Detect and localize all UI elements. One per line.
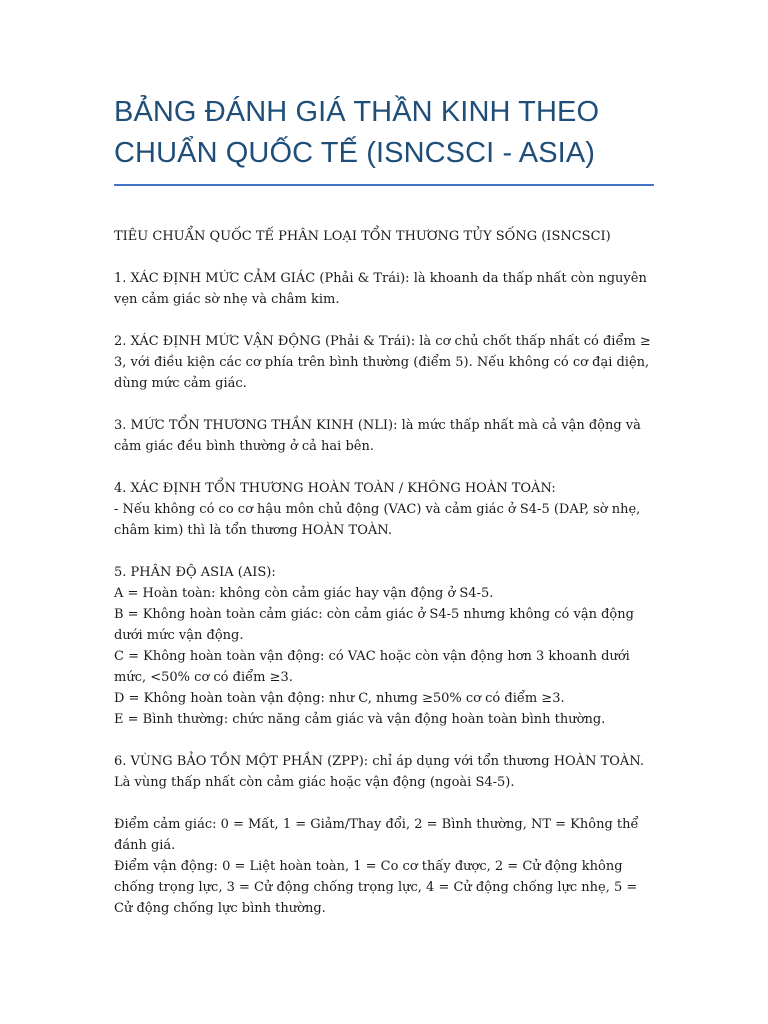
title-line-2: CHUẨN QUỐC TẾ (ISNCSCI - ASIA) [114,137,596,169]
ais-grade-b: B = Không hoàn toàn cảm giác: còn cảm giác ở S4-5 nhưng không có vận động dưới mức vận động. [114,607,634,643]
section-3-nli: 3. MỨC TỔN THƯƠNG THẦN KINH (NLI): là mức thấp nhất mà cả vận động và cảm giác đều bình thường ở cả hai bên. [114,418,641,454]
document-page [114,92,656,919]
title-divider [114,184,654,186]
section-4-text: - Nếu không có co cơ hậu môn chủ động (VAC) và cảm giác ở S4-5 (DAP, sờ nhẹ, châm kim) thì là tổn thương HOÀN TOÀN. [114,502,641,538]
sensory-score-legend: Điểm cảm giác: 0 = Mất, 1 = Giảm/Thay đổi, 2 = Bình thường, NT = Không thể đánh giá. [114,817,639,853]
section-5-heading: 5. PHÂN ĐỘ ASIA (AIS): [114,565,276,580]
section-2-motor-level: 2. XÁC ĐỊNH MỨC VẬN ĐỘNG (Phải & Trái): là cơ chủ chốt thấp nhất có điểm ≥ 3, với điều kiện các cơ phía trên bình thường (điểm 5). Nếu không có cơ đại diện, dùng mức cảm giác. [114,334,651,391]
ais-grade-e: E = Bình thường: chức năng cảm giác và vận động hoàn toàn bình thường. [114,712,606,727]
ais-grade-c: C = Không hoàn toàn vận động: có VAC hoặc còn vận động hơn 3 khoanh dưới mức, <50% cơ có điểm ≥3. [114,649,630,685]
document-subtitle: TIÊU CHUẨN QUỐC TẾ PHÂN LOẠI TỔN THƯƠNG TỦY SỐNG (ISNCSCI) [114,229,611,244]
ais-grade-a: A = Hoàn toàn: không còn cảm giác hay vận động ở S4-5. [114,586,494,601]
document-body [114,226,656,919]
section-1-sensory-level: 1. XÁC ĐỊNH MỨC CẢM GIÁC (Phải & Trái): là khoanh da thấp nhất còn nguyên vẹn cảm giác sờ nhẹ và châm kim. [114,271,647,307]
section-4-heading: 4. XÁC ĐỊNH TỔN THƯƠNG HOÀN TOÀN / KHÔNG HOÀN TOÀN: [114,481,556,496]
document-title [114,92,656,174]
ais-grade-d: D = Không hoàn toàn vận động: như C, nhưng ≥50% cơ có điểm ≥3. [114,691,565,706]
motor-score-legend: Điểm vận động: 0 = Liệt hoàn toàn, 1 = Co cơ thấy được, 2 = Cử động không chống trọng lực, 3 = Cử động chống trọng lực, 4 = Cử động chống lực nhẹ, 5 = Cử động chống lực bình thường. [114,859,638,916]
section-6-zpp: 6. VÙNG BẢO TỒN MỘT PHẦN (ZPP): chỉ áp dụng với tổn thương HOÀN TOÀN. Là vùng thấp nhất còn cảm giác hoặc vận động (ngoài S4-5). [114,754,644,790]
title-line-1: BẢNG ĐÁNH GIÁ THẦN KINH THEO [114,96,600,128]
